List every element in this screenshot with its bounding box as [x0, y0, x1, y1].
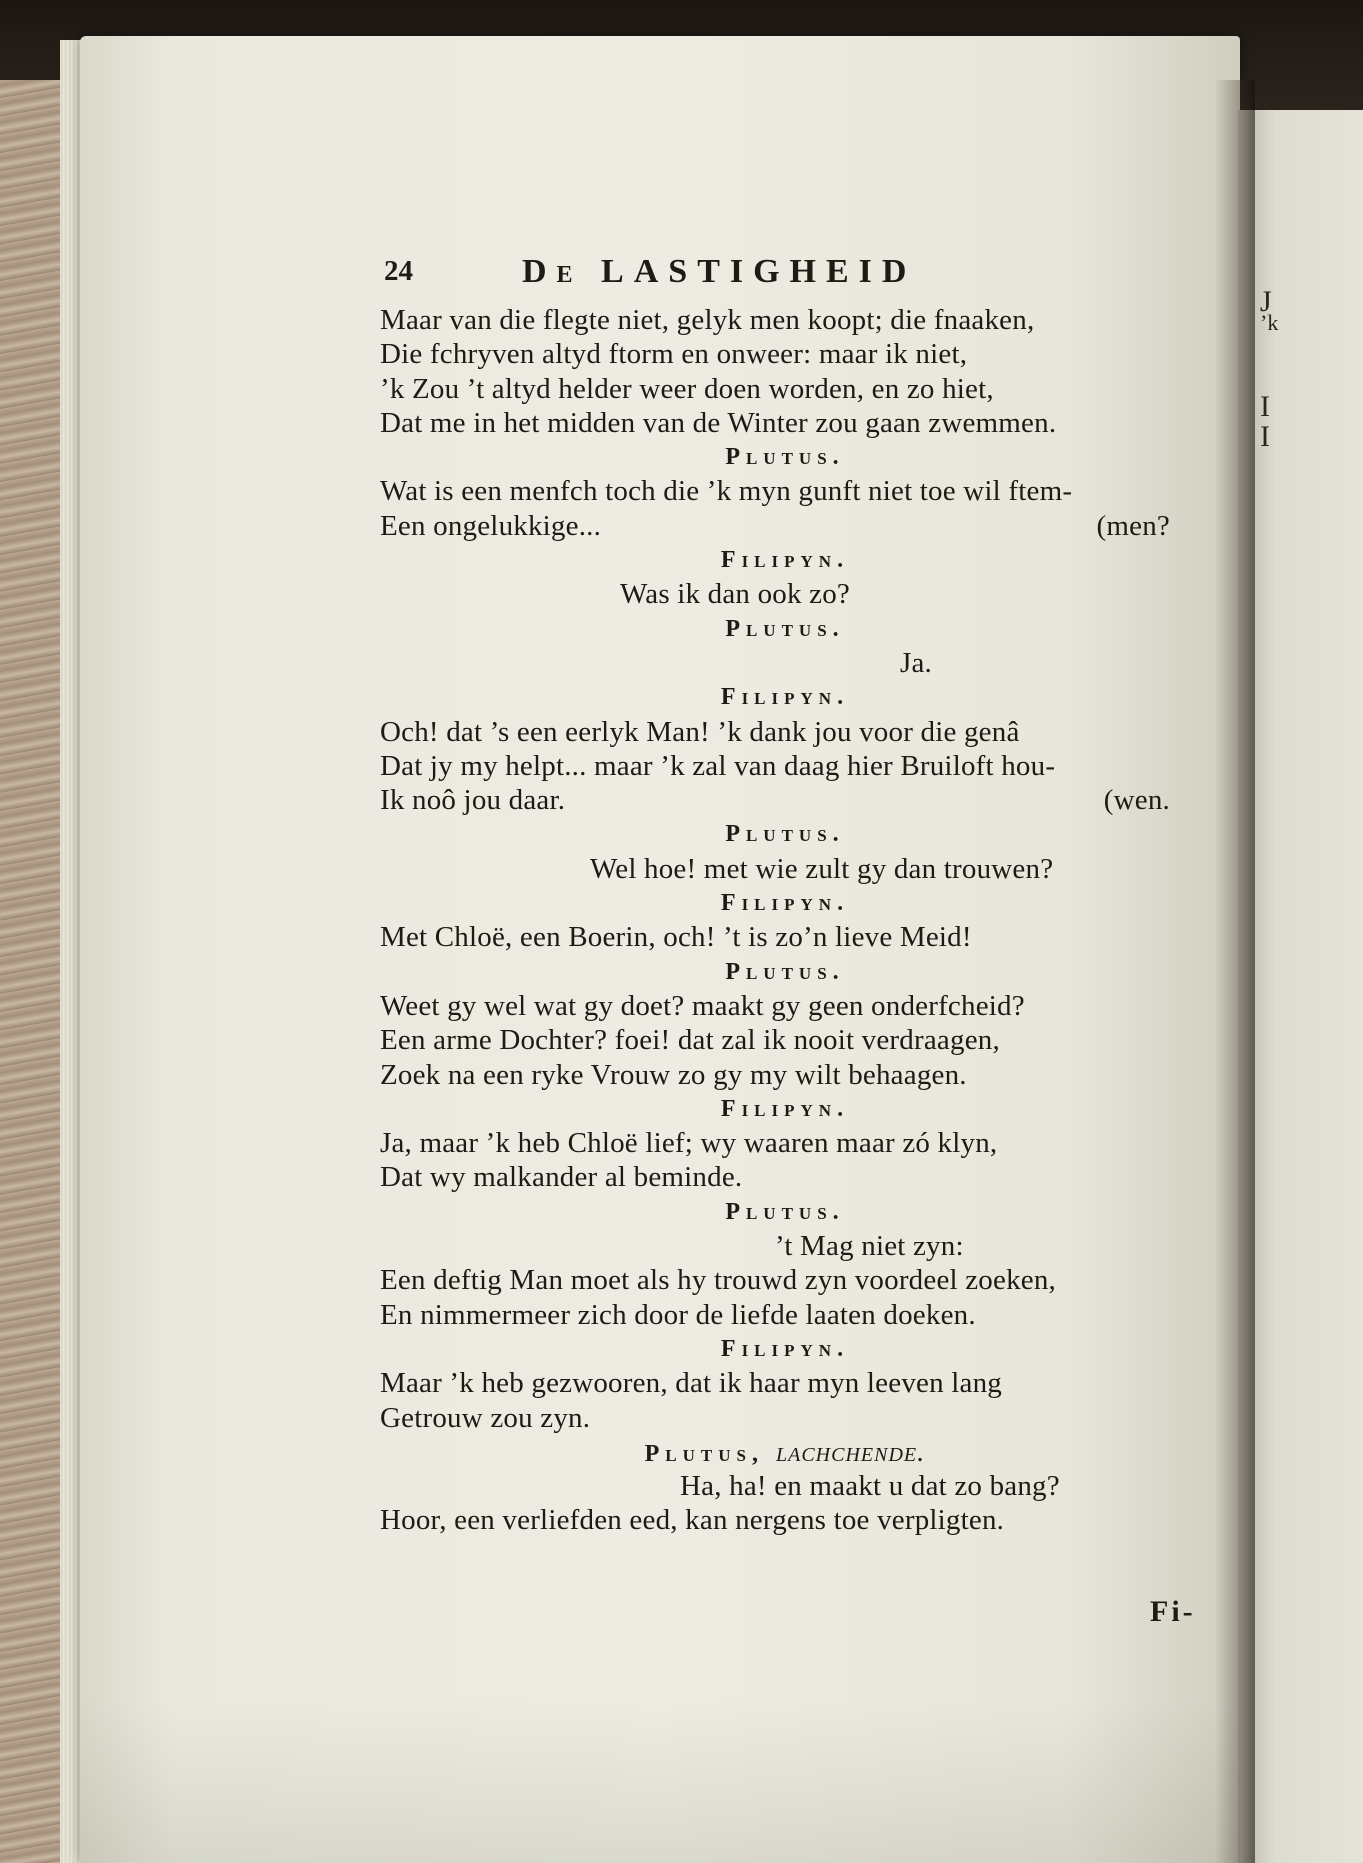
speaker-name: Filipyn.	[720, 1095, 850, 1122]
running-title: De LASTIGHEID	[522, 253, 917, 290]
verse-line: Ja, maar ’k heb Chloë lief; wy waaren maar zó klyn,	[380, 1127, 998, 1160]
speaker-name: Plutus.	[725, 615, 845, 642]
verse-line-with-turnover	[380, 509, 1190, 543]
verse-line: Wat is een menfch toch die ’k myn gunft niet toe wil ftem-	[380, 475, 1073, 508]
facing-page-fragment: ’k	[1260, 310, 1279, 335]
speaker-name: Filipyn.	[720, 547, 850, 574]
play-text	[380, 303, 1190, 1538]
verse-line: Ja.	[900, 646, 933, 679]
verse-line: Ha, ha! en maakt u dat zo bang?	[680, 1470, 1060, 1503]
turnover-text: (wen.	[1103, 784, 1170, 817]
speaker-name: Plutus.	[725, 821, 845, 848]
book-gutter	[1215, 80, 1255, 1863]
facing-page	[1238, 110, 1363, 1863]
verse-line: Ik noô jou daar.	[380, 784, 566, 817]
verse-line: Dat wy malkander al beminde.	[380, 1161, 743, 1194]
facing-page-fragment: I	[1260, 390, 1270, 423]
verse-line: Die fchryven altyd ftorm en onweer: maar ik niet,	[380, 338, 968, 371]
stage-direction: lachchende.	[775, 1435, 926, 1468]
verse-line: Wel hoe! met wie zult gy dan trouwen?	[590, 852, 1054, 885]
speaker-name: Filipyn.	[720, 1335, 850, 1362]
verse-line: Zoek na een ryke Vrouw zo gy my wilt behaagen.	[380, 1058, 967, 1091]
verse-line: Dat jy my helpt... maar ’k zal van daag hier Bruiloft hou-	[380, 749, 1056, 782]
speaker-name: Plutus,	[644, 1440, 764, 1467]
page-text-block	[380, 255, 1190, 1538]
page-number: 24	[384, 255, 413, 287]
catchword: Fi-	[1150, 1595, 1196, 1628]
turnover-text: (men?	[1096, 509, 1170, 542]
speaker-name: Filipyn.	[720, 684, 850, 711]
page-header	[380, 255, 1190, 303]
verse-line: Een ongelukkige...	[380, 509, 602, 542]
speaker-name: Plutus.	[725, 1198, 845, 1225]
verse-line: Een arme Dochter? foei! dat zal ik nooit verdraagen,	[380, 1024, 1000, 1057]
verse-line: Hoor, een verliefden eed, kan nergens toe verpligten.	[380, 1504, 1005, 1537]
verse-line: Getrouw zou zyn.	[380, 1401, 591, 1434]
verse-line: ’k Zou ’t altyd helder weer doen worden, en zo hiet,	[380, 372, 994, 405]
facing-page-fragment: J	[1260, 285, 1272, 318]
verse-line: Maar van die flegte niet, gelyk men koopt; die fnaaken,	[380, 304, 1035, 336]
verse-line: Weet gy wel wat gy doet? maakt gy geen onderfcheid?	[380, 989, 1025, 1022]
facing-page-fragment: I	[1260, 420, 1270, 453]
verse-line: Een deftig Man moet als hy trouwd zyn voordeel zoeken,	[380, 1264, 1056, 1297]
verse-line: Met Chloë, een Boerin, och! ’t is zo’n lieve Meid!	[380, 921, 972, 954]
page-shadow	[80, 1700, 1240, 1863]
verse-line: Och! dat ’s een eerlyk Man! ’k dank jou voor die genâ	[380, 715, 1020, 748]
speaker-name: Filipyn.	[720, 890, 850, 917]
verse-line: Maar ’k heb gezwooren, dat ik haar myn leeven lang	[380, 1367, 1002, 1400]
speaker-name: Plutus.	[725, 958, 845, 985]
verse-line: Was ik dan ook zo?	[620, 578, 850, 611]
verse-line: ’t Mag niet zyn:	[775, 1230, 964, 1263]
verse-line-with-turnover	[380, 783, 1190, 817]
speaker-name: Plutus.	[725, 444, 845, 471]
verse-line: En nimmermeer zich door de liefde laaten doeken.	[380, 1298, 976, 1331]
speaker-name-with-direction	[380, 1435, 1190, 1469]
verse-line: Dat me in het midden van de Winter zou gaan zwemmen.	[380, 406, 1057, 439]
